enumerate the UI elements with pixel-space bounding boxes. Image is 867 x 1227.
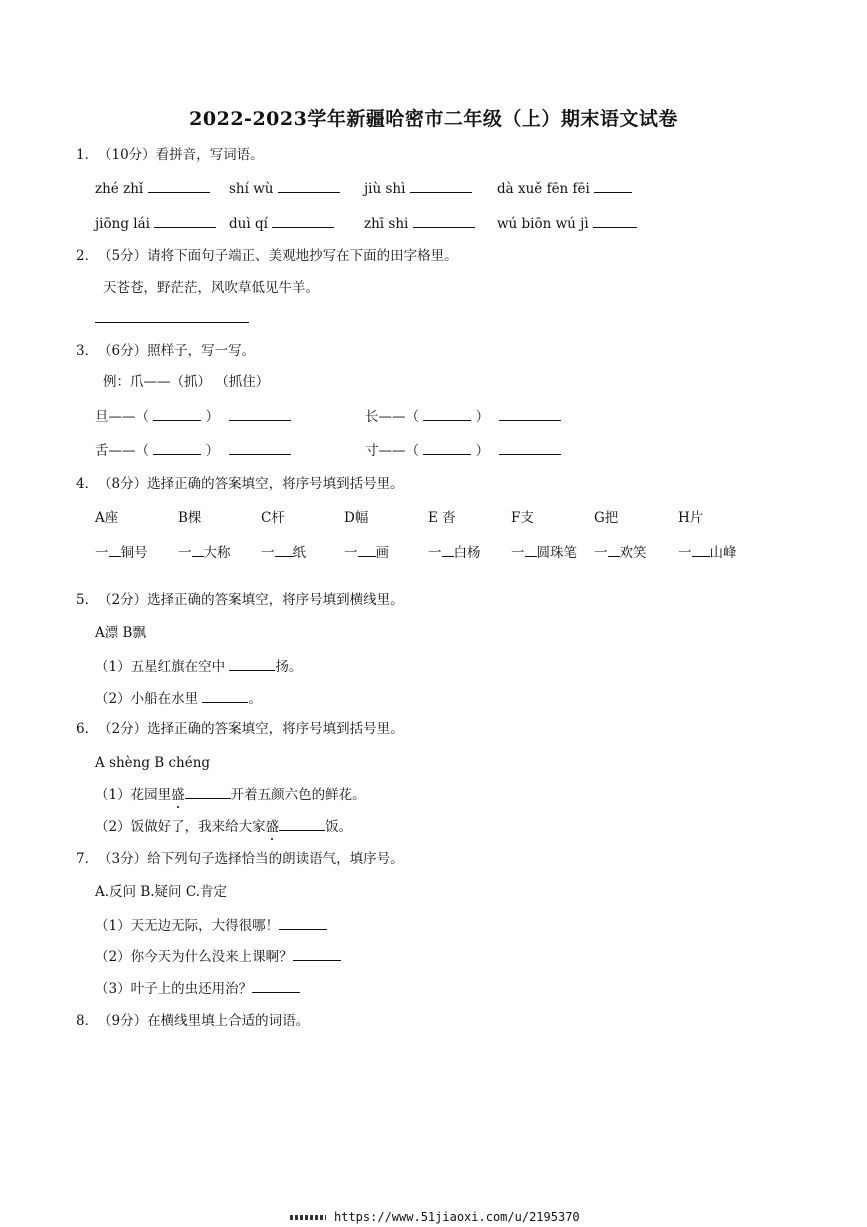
pinyin-item [364,179,472,198]
measure-item [178,543,231,562]
char-prompt: 舌——（ [95,443,149,459]
watermark-logo-icon [290,1215,326,1220]
measure-word: 圆珠笔 [536,545,577,561]
pinyin-item [229,179,340,198]
char-prompt: 旦——（ [95,409,149,425]
measure-item [511,543,577,562]
sentence-text: （3）叶子上的虫还用治？ [95,981,253,997]
emphasis-char: 盛 [171,787,185,803]
footer [290,1210,580,1224]
question-text: （10分）看拼音，写词语。 [98,147,264,163]
option-d: D幅 [344,510,369,526]
prefix-text: 一 [594,545,608,561]
copy-sentence: 天苍苍，野茫茫，风吹草低见牛羊。 [103,280,319,296]
char-item [95,441,291,460]
pinyin-text: duì qí [229,216,268,232]
option-c: C杆 [261,510,285,526]
char-prompt: 长——（ [365,409,419,425]
bracket-close: ） [205,443,220,459]
answer-blank[interactable] [148,179,210,193]
sentence-text: 饭。 [325,819,353,835]
answer-blank[interactable] [275,543,293,557]
answer-blank[interactable] [153,441,201,455]
pinyin-item [229,214,334,233]
answer-blank[interactable] [154,214,216,228]
answer-blank[interactable] [413,214,475,228]
prefix-text: 一 [344,545,358,561]
question-text: （3分）给下列句子选择恰当的朗读语气，填序号。 [98,851,404,867]
pinyin-item [95,179,210,198]
measure-word: 大称 [203,545,231,561]
bracket-close: ） [475,443,490,459]
pinyin-item [364,214,475,233]
question-8 [76,1012,309,1030]
question-number: 8． [76,1013,99,1029]
pinyin-text: zhé zhǐ [95,181,144,197]
answer-blank[interactable] [692,543,710,557]
measure-item [428,543,481,562]
answer-blank[interactable] [423,441,471,455]
options-text: A漂 B飘 [95,625,146,641]
measure-word: 白杨 [453,545,481,561]
emphasis-char: 盛 [265,819,280,835]
answer-blank[interactable] [593,214,637,228]
measure-word: 画 [375,545,389,561]
answer-line[interactable] [95,322,249,323]
question-text: （9分）在横线里填上合适的词语。 [98,1013,310,1029]
sentence-text: 。 [248,691,262,707]
measure-item [95,543,148,562]
pinyin-text: zhī shi [364,216,409,232]
answer-blank[interactable] [279,916,327,930]
sentence-1 [95,657,302,676]
option-a: A座 [95,510,119,526]
options-text: A.反问 B.疑问 C.肯定 [95,884,227,900]
measure-word: 山峰 [709,545,737,561]
measure-item [261,543,306,562]
char-item [95,407,291,426]
char-item [365,407,561,426]
pinyin-item [95,214,216,233]
question-7 [76,850,404,868]
sentence-text: （2）你今天为什么没来上课啊？ [95,949,293,965]
measure-item [344,543,389,562]
question-number: 5． [76,592,99,608]
pinyin-item [497,179,632,198]
question-number: 2． [76,248,99,264]
question-number: 4． [76,476,99,492]
sentence-text: （1）五星红旗在空中 [95,659,226,675]
question-6 [76,720,404,738]
sentence-1 [95,916,327,935]
answer-blank[interactable] [358,543,376,557]
answer-blank[interactable] [229,441,291,455]
option-g: G把 [594,510,619,526]
question-5 [76,591,404,609]
sentence-text: （2）小船在水里 [95,691,199,707]
page-title: 2022-2023学年新疆哈密市二年级（上）期末语文试卷 [189,108,678,130]
answer-blank[interactable] [278,179,340,193]
example-text: 例：爪——（抓） （抓住） [103,374,270,390]
answer-blank[interactable] [410,179,472,193]
prefix-text: 一 [511,545,525,561]
question-2 [76,247,458,265]
pinyin-text: wú biōn wú jì [497,216,589,232]
char-item [365,441,561,460]
question-text: （2分）选择正确的答案填空，将序号填到横线里。 [98,592,404,608]
answer-blank[interactable] [192,543,204,557]
answer-blank[interactable] [499,407,561,421]
answer-blank[interactable] [109,543,121,557]
sentence-2 [95,689,262,708]
question-number: 7． [76,851,99,867]
answer-blank[interactable] [525,543,537,557]
measure-word: 铜号 [120,545,148,561]
question-number: 3． [76,343,99,359]
bracket-close: ） [205,409,220,425]
prefix-text: 一 [261,545,275,561]
option-h: H片 [678,510,704,526]
sentence-text: 开着五颜六色的鲜花。 [230,787,366,803]
sentence-2 [95,947,341,966]
pinyin-text: jiù shì [364,181,406,197]
footer-url[interactable]: https://www.51jiaoxi.com/u/2195370 [334,1210,580,1224]
question-text: （6分）照样子，写一写。 [98,343,256,359]
pinyin-item [497,214,637,233]
sentence-text: （1）花园里 [95,787,172,803]
answer-blank[interactable] [442,543,454,557]
prefix-text: 一 [428,545,442,561]
answer-blank[interactable] [153,407,201,421]
answer-blank[interactable] [279,817,325,831]
question-4 [76,475,404,493]
answer-blank[interactable] [293,947,341,961]
question-text: （8分）选择正确的答案填空，将序号填到括号里。 [98,476,404,492]
sentence-2 [95,817,352,836]
answer-blank[interactable] [272,214,334,228]
answer-blank[interactable] [252,979,300,993]
answer-blank[interactable] [423,407,471,421]
sentence-text: 扬。 [275,659,303,675]
measure-word: 纸 [292,545,306,561]
question-1 [76,146,264,164]
measure-item [678,543,737,562]
answer-blank[interactable] [499,441,561,455]
question-number: 6． [76,721,99,737]
option-e: E 沓 [428,510,456,526]
question-text: （2分）选择正确的答案填空，将序号填到括号里。 [98,721,404,737]
prefix-text: 一 [178,545,192,561]
answer-blank[interactable] [185,785,231,799]
answer-blank[interactable] [202,689,248,703]
char-prompt: 寸——（ [365,443,419,459]
bracket-close: ） [475,409,490,425]
prefix-text: 一 [95,545,109,561]
pinyin-text: shí wù [229,181,274,197]
answer-blank[interactable] [229,657,275,671]
pinyin-text: dà xuě fēn fēi [497,181,590,197]
question-text: （5分）请将下面句子端正、美观地抄写在下面的田字格里。 [98,248,458,264]
question-3 [76,342,255,360]
prefix-text: 一 [678,545,692,561]
answer-blank[interactable] [608,543,620,557]
measure-item [594,543,647,562]
options-text: A shèng B chéng [95,755,211,771]
option-b: B棵 [178,510,202,526]
answer-blank[interactable] [594,179,632,193]
sentence-1 [95,785,366,804]
question-number: 1． [76,147,99,163]
option-f: F支 [511,510,534,526]
measure-word: 欢笑 [619,545,647,561]
sentence-text: （2）饭做好了，我来给大家 [95,819,266,835]
sentence-3 [95,979,300,998]
pinyin-text: jiōng lái [95,216,150,232]
sentence-text: （1）天无边无际，大得很哪！ [95,918,280,934]
answer-blank[interactable] [229,407,291,421]
